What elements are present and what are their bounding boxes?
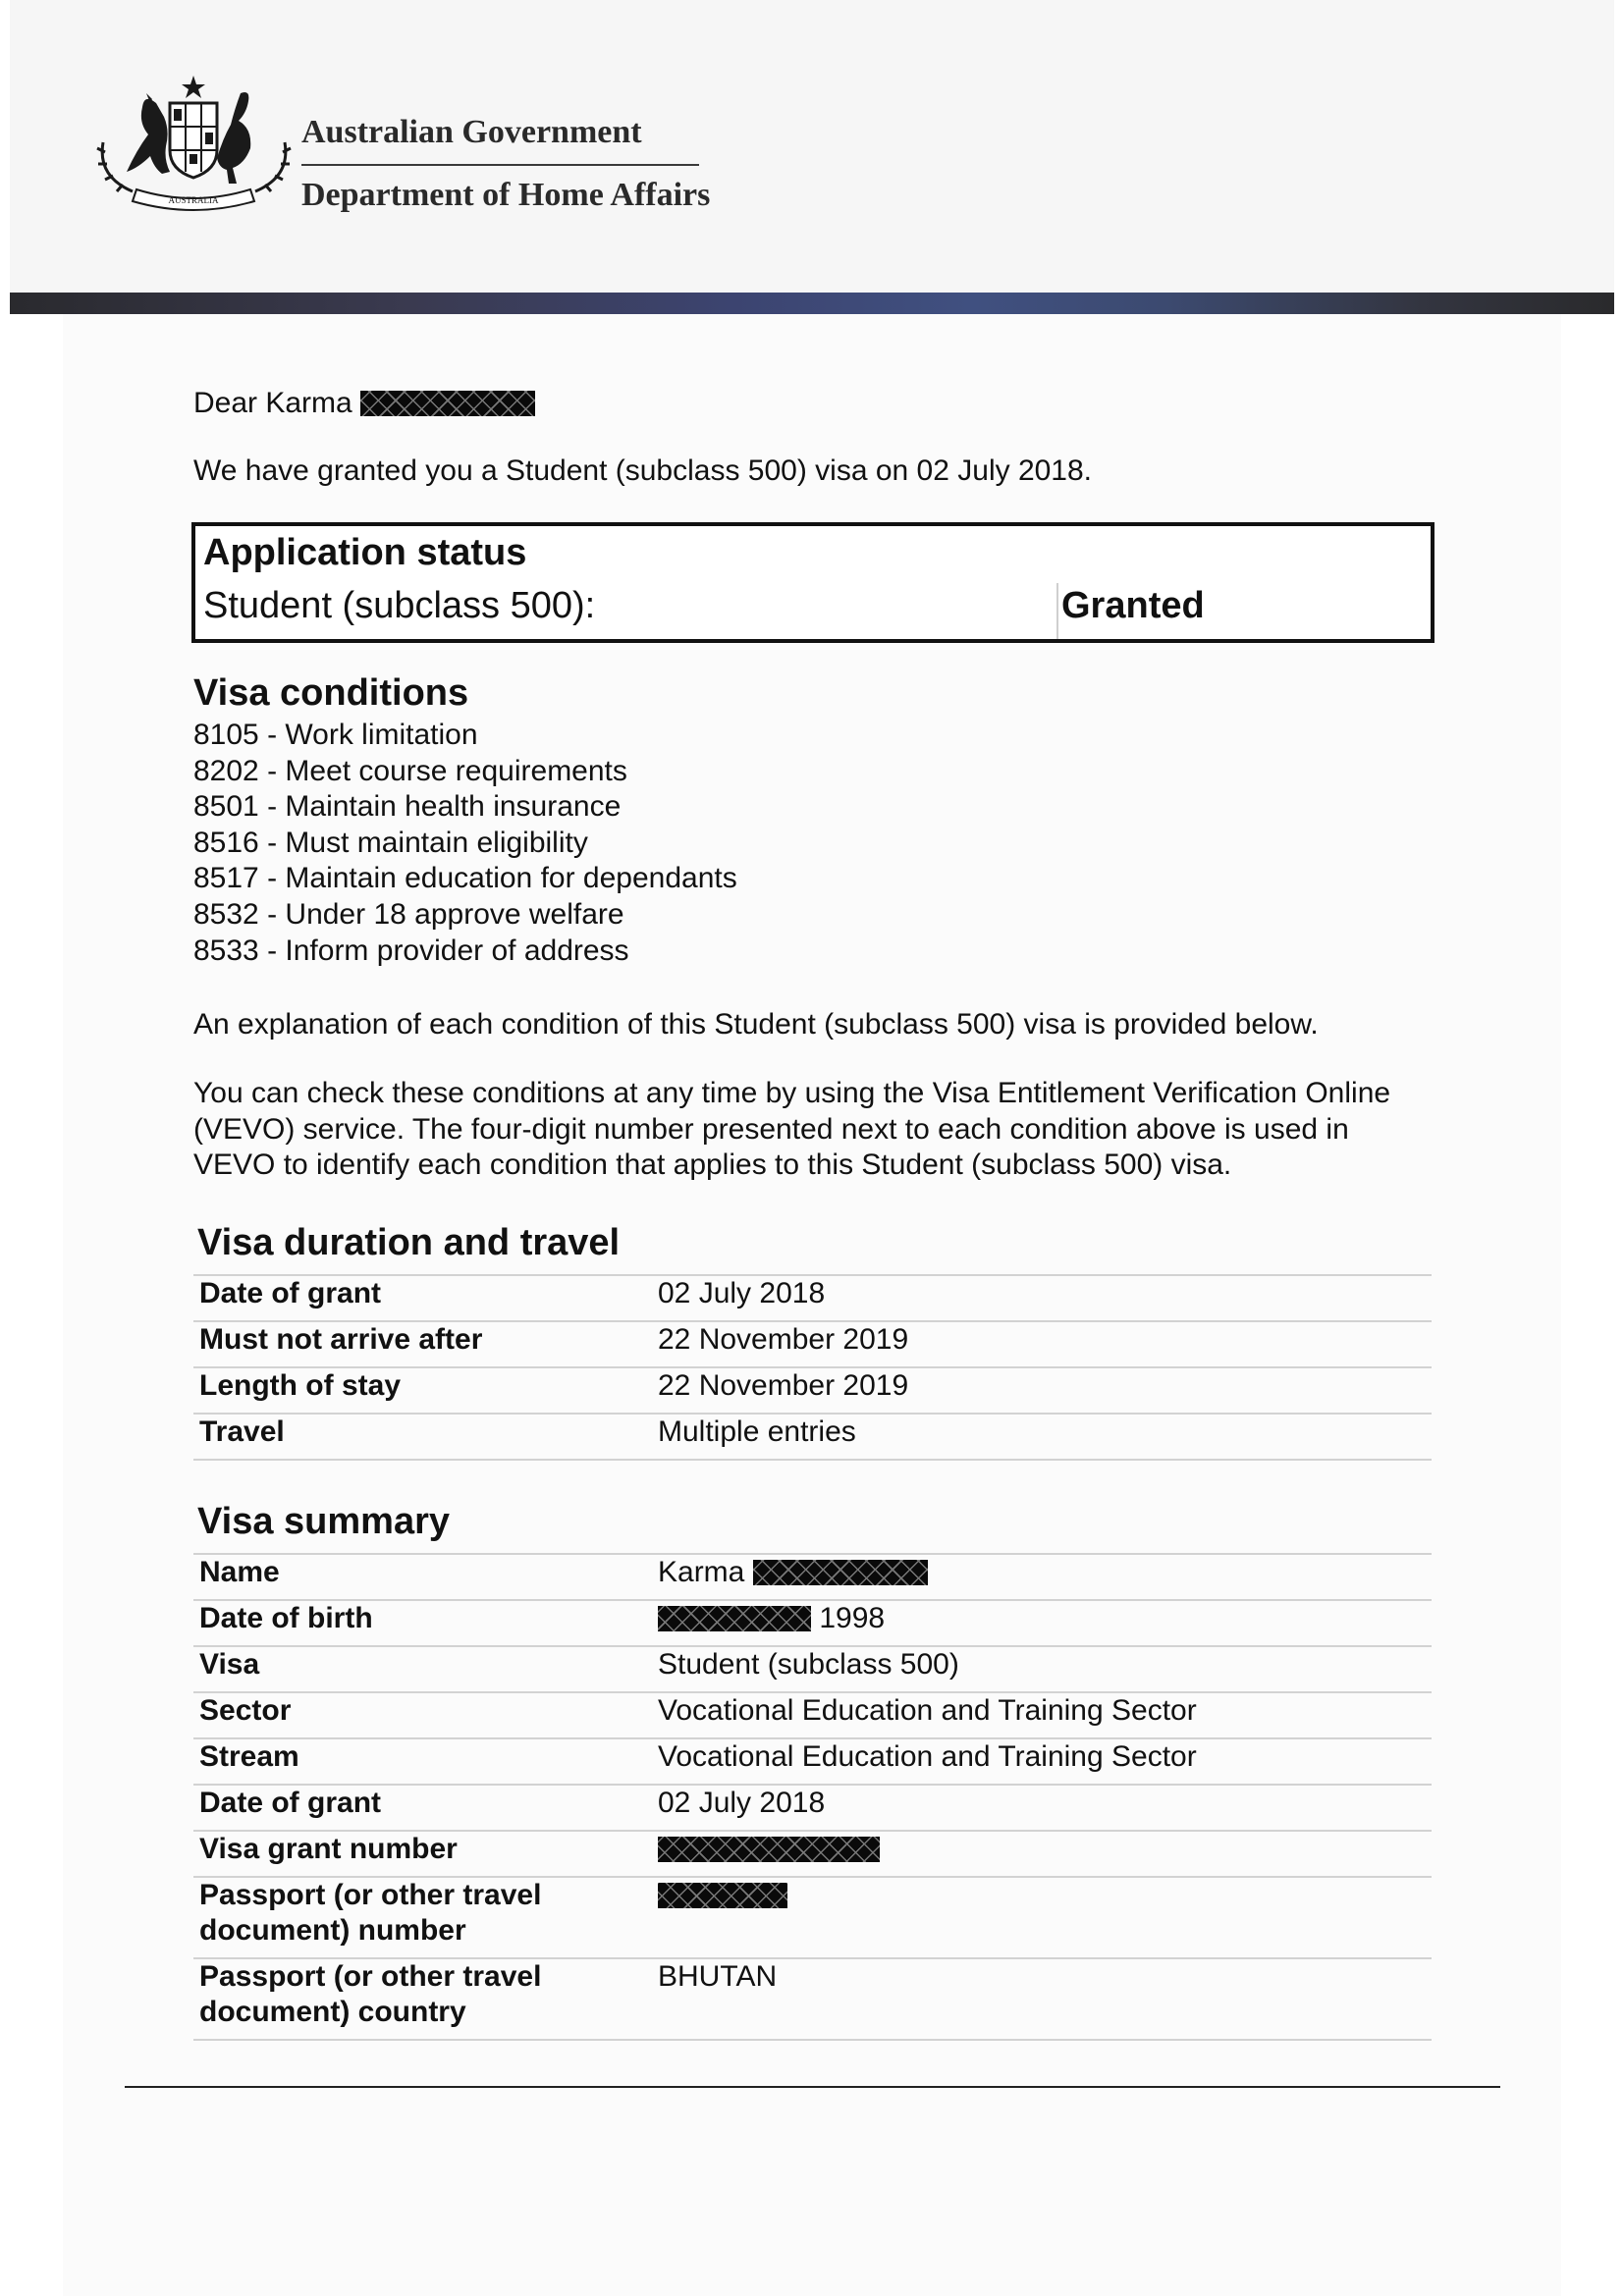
row-label: Visa grant number [193,1831,652,1877]
row-value: Vocational Education and Training Sector [652,1738,1432,1785]
row-label: Date of birth [193,1600,652,1646]
row-label: Visa [193,1646,652,1692]
table-row [193,1321,1432,1367]
redacted-birth-date [658,1606,811,1631]
table-row [193,1554,1432,1600]
table-row [193,1877,1432,1958]
row-label: Must not arrive after [193,1321,652,1367]
row-value: Vocational Education and Training Sector [652,1692,1432,1738]
row-label-line: Passport (or other travel [199,1960,542,1993]
conditions-explanation: An explanation of each condition of this Student (subclass 500) visa is provided below. [193,1008,1319,1041]
row-label: Travel [193,1414,652,1460]
redacted-surname [753,1560,928,1585]
row-label: Stream [193,1738,652,1785]
summary-table [193,1553,1432,2041]
row-value [652,1600,1432,1646]
condition-item: 8501 - Maintain health insurance [193,790,622,824]
table-row [193,1367,1432,1414]
status-value: Granted [1061,585,1205,626]
row-value: 02 July 2018 [652,1785,1432,1831]
status-title: Application status [203,532,527,573]
row-value [652,1877,1432,1958]
row-label: Sector [193,1692,652,1738]
table-row [193,1600,1432,1646]
header-band [10,293,1614,314]
row-value [652,1831,1432,1877]
row-label-line: Passport (or other travel [199,1879,542,1911]
row-value: 22 November 2019 [652,1367,1432,1414]
greeting [193,387,535,420]
row-value: 22 November 2019 [652,1321,1432,1367]
vevo-line: VEVO to identify each condition that applies to this Student (subclass 500) visa. [193,1148,1232,1181]
table-row [193,1958,1432,2040]
table-row [193,1692,1432,1738]
letterhead-divider [301,164,699,166]
redacted-surname [360,391,535,416]
row-label: Name [193,1554,652,1600]
vevo-line: You can check these conditions at any time by using the Visa Entitlement Verification Online [193,1077,1391,1109]
row-label: Date of grant [193,1785,652,1831]
grant-statement: We have granted you a Student (subclass 500) visa on 02 July 2018. [193,454,1093,487]
row-label-line: document) country [199,1996,466,2028]
condition-item: 8516 - Must maintain eligibility [193,826,588,859]
condition-item: 8105 - Work limitation [193,719,478,751]
name-value: Karma [658,1556,745,1588]
duration-heading: Visa duration and travel [197,1222,621,1263]
table-row [193,1646,1432,1692]
department-title: Department of Home Affairs [301,177,711,213]
condition-item: 8533 - Inform provider of address [193,934,629,967]
table-row [193,1738,1432,1785]
table-row [193,1275,1432,1321]
redacted-grant-number [658,1837,880,1862]
row-label: Date of grant [193,1275,652,1321]
conditions-list [193,718,737,969]
footer-divider [125,2086,1500,2088]
row-label [193,1958,652,2040]
condition-item: 8532 - Under 18 approve welfare [193,897,624,931]
summary-heading: Visa summary [197,1501,451,1542]
table-row [193,1414,1432,1460]
vevo-paragraph [193,1076,1390,1184]
status-label: Student (subclass 500): [203,585,596,626]
row-value: Multiple entries [652,1414,1432,1460]
row-label: Length of stay [193,1367,652,1414]
condition-item: 8517 - Maintain education for dependants [193,862,737,895]
redacted-passport-number [658,1883,787,1908]
row-label [193,1877,652,1958]
row-label-line: document) number [199,1914,466,1947]
crest-lettering: AUSTRALIA [168,195,219,205]
coat-of-arms-icon [93,74,295,221]
condition-item: 8202 - Meet course requirements [193,754,627,787]
government-title: Australian Government [301,114,642,150]
application-status-box [191,522,1435,643]
status-divider [1056,583,1058,639]
conditions-heading: Visa conditions [193,672,469,714]
greeting-text: Dear Karma [193,387,352,419]
table-row [193,1831,1432,1877]
duration-table [193,1274,1432,1461]
row-value: 02 July 2018 [652,1275,1432,1321]
row-value [652,1554,1432,1600]
vevo-line: (VEVO) service. The four-digit number presented next to each condition above is used in [193,1112,1349,1146]
table-row [193,1785,1432,1831]
row-value: BHUTAN [652,1958,1432,2040]
birth-year: 1998 [819,1602,886,1634]
row-value: Student (subclass 500) [652,1646,1432,1692]
